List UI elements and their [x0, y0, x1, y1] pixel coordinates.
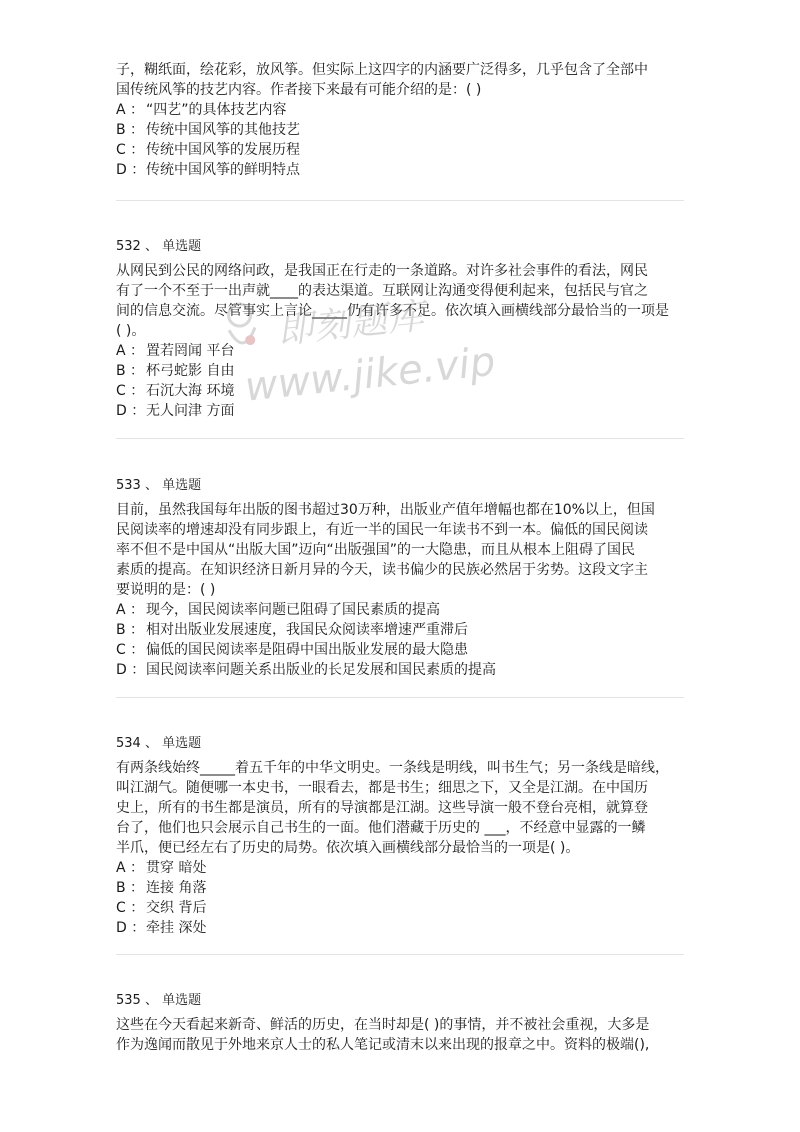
- question-text-line: 史上，所有的书生都是演员，所有的导演都是江湖。这些导演一般不登台亮相，就算登: [116, 800, 648, 816]
- question-text-line: 叫江湖气。随便哪一本史书，一眼看去，都是书生；细思之下，又全是江湖。在中国历: [116, 780, 648, 796]
- question-531-continued: [116, 60, 686, 180]
- question-text-line: 子，糊纸面，绘花彩，放风筝。但实际上这四字的内涵要广泛得多，几乎包含了全部中: [116, 62, 648, 78]
- watermark-brand: 即刻题库: [275, 295, 427, 353]
- question-text-line: 民阅读率的增速却没有同步跟上，有近一半的国民一年读书不到一本。偏低的国民阅读: [116, 522, 648, 538]
- question-533: [116, 476, 686, 680]
- question-text-line: 有了一个不至于一出声就____的表达渠道。互联网让沟通变得便利起来，包括民与官之: [116, 283, 648, 299]
- question-text-line: ( )。: [116, 323, 146, 339]
- option-b[interactable]: B ： 传统中国风筝的其他技艺: [116, 122, 300, 138]
- option-a[interactable]: A ： “四艺”的具体技艺内容: [116, 102, 287, 118]
- question-text-line: 要说明的是：( ): [116, 582, 216, 598]
- question-text-line: 作为逸闻而散见于外地来京人士的私人笔记或清末以来出现的报章之中。资料的极端(),: [116, 1037, 650, 1053]
- question-text-line: 国传统风筝的技艺内容。作者接下来最有可能介绍的是：( ): [116, 82, 482, 98]
- question-534: [116, 734, 686, 938]
- question-header: 532 、 单选题: [116, 239, 202, 254]
- question-text-line: 目前，虽然我国每年出版的图书超过30万种，出版业产值年增幅也都在10%以上，但国: [116, 502, 655, 518]
- option-a[interactable]: A ： 现今，国民阅读率问题已阻碍了国民素质的提高: [116, 602, 440, 618]
- question-header: 534 、 单选题: [116, 736, 202, 751]
- option-d[interactable]: D ：牵挂 深处: [116, 920, 207, 936]
- option-b[interactable]: B ： 相对出版业发展速度，我国民众阅读率增速严重滞后: [116, 622, 468, 638]
- option-c[interactable]: C ： 交织 背后: [116, 900, 207, 916]
- question-535: [116, 991, 686, 1055]
- watermark-url: www.jike.vip: [242, 338, 498, 411]
- question-532: [116, 237, 686, 421]
- option-c[interactable]: C ： 偏低的国民阅读率是阻碍中国出版业发展的最大隐患: [116, 642, 468, 658]
- question-text-line: 这些在今天看起来新奇、鲜活的历史，在当时却是( )的事情，并不被社会重视，大多是: [116, 1017, 650, 1033]
- option-a[interactable]: A ： 置若罔闻 平台: [116, 343, 235, 359]
- question-text-line: 从网民到公民的网络问政，是我国正在行走的一条道路。对许多社会事件的看法，网民: [116, 263, 648, 279]
- divider: [116, 697, 684, 698]
- option-d[interactable]: D ：传统中国风筝的鲜明特点: [116, 162, 300, 178]
- option-c[interactable]: C ： 传统中国风筝的发展历程: [116, 142, 300, 158]
- option-d[interactable]: D ：国民阅读率问题关系出版业的长足发展和国民素质的提高: [116, 662, 496, 678]
- divider: [116, 954, 684, 955]
- question-text-line: 台了，他们也只会展示自己书生的一面。他们潜藏于历史的 ___，不经意中显露的一鳞: [116, 820, 646, 836]
- option-c[interactable]: C ： 石沉大海 环境: [116, 383, 235, 399]
- option-d[interactable]: D ：无人问津 方面: [116, 403, 235, 419]
- question-header: 535 、 单选题: [116, 993, 202, 1008]
- question-text-line: 间的信息交流。尽管事实上言论_____仍有许多不足。依次填入画横线部分最恰当的一项是: [116, 303, 669, 319]
- question-text-line: 半爪，便已经左右了历史的局势。依次填入画横线部分最恰当的一项是( )。: [116, 840, 580, 856]
- question-text-line: 率不但不是中国从“出版大国”迈向“出版强国”的一大隐患，而且从根本上阻碍了国民: [116, 542, 636, 558]
- question-text-line: 素质的提高。在知识经济日新月异的今天，读书偏少的民族必然居于劣势。这段文字主: [116, 562, 648, 578]
- divider: [116, 200, 684, 201]
- option-a[interactable]: A ： 贯穿 暗处: [116, 860, 207, 876]
- option-b[interactable]: B ： 连接 角落: [116, 880, 207, 896]
- option-b[interactable]: B ： 杯弓蛇影 自由: [116, 363, 235, 379]
- divider: [116, 438, 684, 439]
- question-text-line: 有两条线始终_____着五千年的中华文明史。一条线是明线，叫书生气；另一条线是暗线，: [116, 760, 669, 776]
- question-header: 533 、 单选题: [116, 478, 202, 493]
